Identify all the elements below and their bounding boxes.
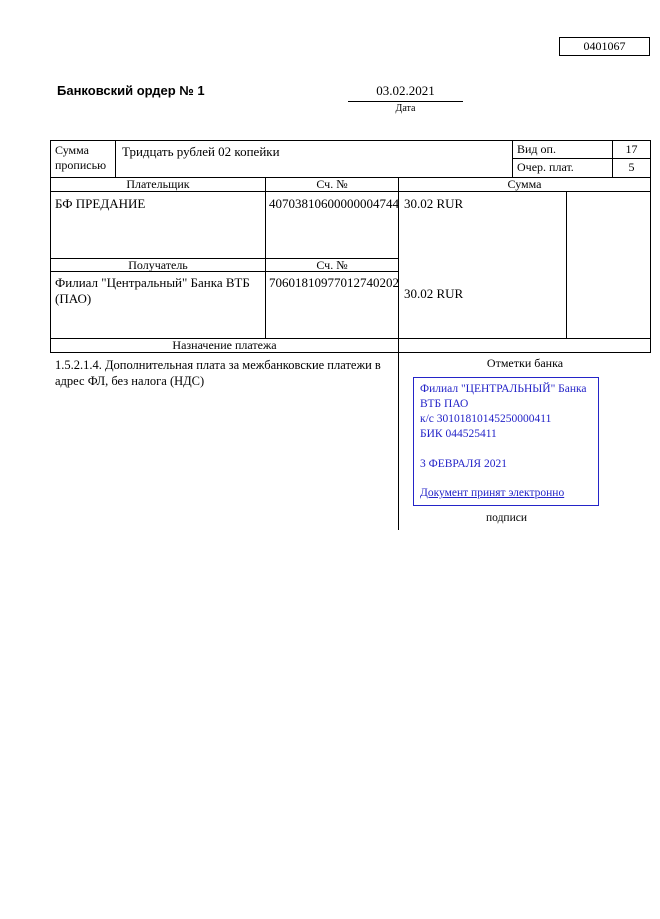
- signatures-label: подписи: [486, 512, 527, 524]
- amount-words-value: Тридцать рублей 02 копейки: [116, 141, 513, 178]
- payee-account-header: Сч. №: [266, 258, 399, 272]
- payee-account: 70601810977012740202: [266, 272, 399, 338]
- op-type-label: Вид оп.: [513, 141, 613, 159]
- bank-stamp: [413, 377, 599, 506]
- stamp-spacer: [420, 442, 592, 457]
- purpose-header-right-cell: [399, 338, 650, 352]
- stamp-bank-name: Филиал "ЦЕНТРАЛЬНЫЙ" Банка ВТБ ПАО: [420, 383, 587, 410]
- payer-name: БФ ПРЕДАНИЕ: [51, 192, 266, 258]
- payee-sum: 30.02 RUR: [404, 286, 464, 301]
- payer-account-header: Сч. №: [266, 178, 399, 192]
- date-value: 03.02.2021: [348, 83, 463, 102]
- op-type-value: 17: [613, 141, 650, 159]
- stamp-note: Документ принят электронно: [420, 487, 565, 499]
- purpose-header: Назначение платежа: [51, 338, 399, 352]
- date-block: [348, 83, 463, 114]
- stamp-bik: БИК 044525411: [420, 428, 497, 440]
- payment-priority-value: 5: [613, 159, 650, 178]
- payment-priority-label: Очер. плат.: [513, 159, 613, 178]
- payer-account: 40703810600000004744: [266, 192, 399, 258]
- column-divider-line: [398, 353, 399, 530]
- amount-words-label: Сумма прописью: [51, 141, 116, 178]
- stamp-corr-account: к/с 30101810145250000411: [420, 413, 552, 425]
- bank-marks-header: Отметки банка: [486, 356, 564, 370]
- payee-column-header: Получатель: [51, 258, 266, 272]
- sum-column-header: Сумма: [399, 178, 650, 192]
- payer-column-header: Плательщик: [51, 178, 266, 192]
- form-code-box: [559, 37, 650, 56]
- payee-name: Филиал "Центральный" Банка ВТБ (ПАО): [51, 272, 266, 338]
- payer-sum: 30.02 RUR: [404, 196, 464, 211]
- sum-inner-divider: [566, 192, 567, 338]
- stamp-date: 3 ФЕВРАЛЯ 2021: [420, 458, 507, 470]
- date-label: Дата: [395, 103, 416, 114]
- form-code: 0401067: [583, 39, 626, 53]
- document-title: Банковский ордер № 1: [57, 83, 205, 98]
- order-table: [50, 140, 651, 353]
- purpose-text: 1.5.2.1.4. Дополнительная плата за межбанковские платежи в адрес ФЛ, без налога (НДС): [55, 358, 381, 388]
